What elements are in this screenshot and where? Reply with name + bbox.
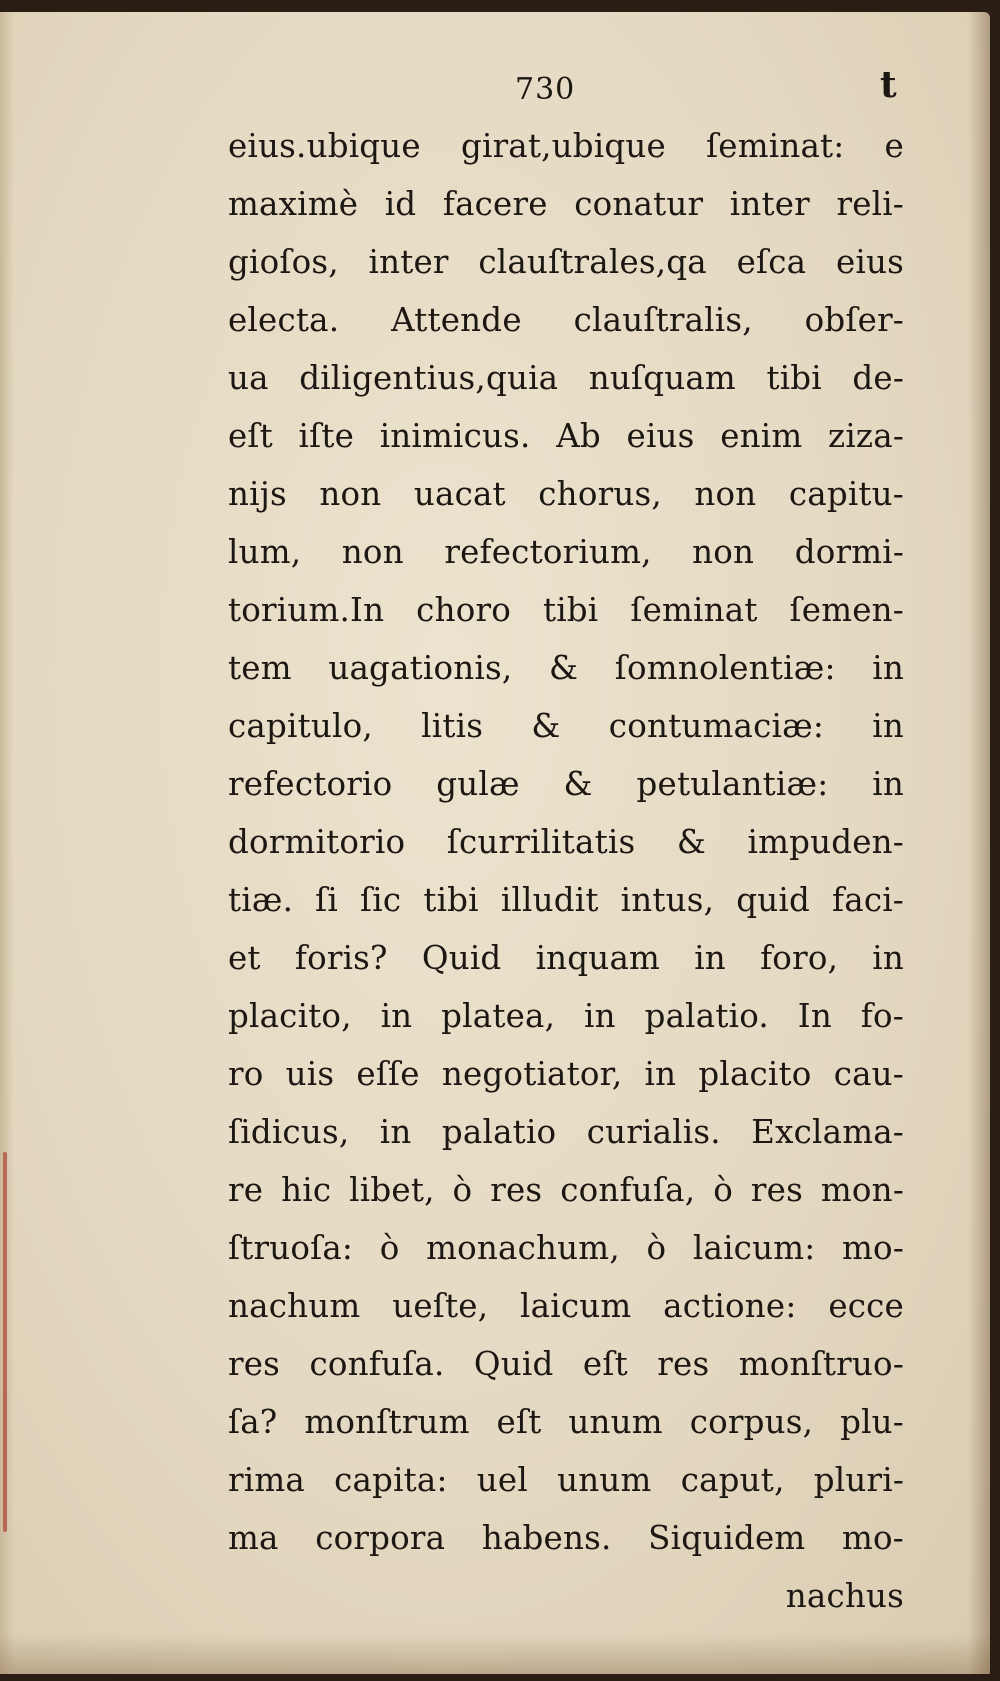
text-line: ſa? monſtrum eſt unum corpus, plu- <box>228 1403 904 1441</box>
text-line: gioſos, inter clauſtrales,qa eſca eius <box>228 243 904 281</box>
text-line: nachum ueſte, laicum actione: ecce <box>228 1287 904 1325</box>
text-line: re hic libet, ò res confuſa, ò res mon- <box>228 1171 904 1209</box>
text-line: ſidicus, in palatio curialis. Exclama- <box>228 1113 904 1151</box>
text-line: electa. Attende clauſtralis, obſer- <box>228 301 904 339</box>
book-page <box>0 12 990 1674</box>
signature-mark: t <box>880 64 897 106</box>
text-line: dormitorio ſcurrilitatis & impuden- <box>228 823 904 861</box>
text-line: eius.ubique girat,ubique ſeminat: e <box>228 127 904 165</box>
page-bottom-shadow <box>0 1634 990 1674</box>
text-line: lum, non refectorium, non dormi- <box>228 533 904 571</box>
text-line: maximè id facere conatur inter reli- <box>228 185 904 223</box>
text-line: ua diligentius,quia nuſquam tibi de- <box>228 359 904 397</box>
text-line: ſtruoſa: ò monachum, ò laicum: mo- <box>228 1229 904 1267</box>
text-line: tem uagationis, & ſomnolentiæ: in <box>228 649 904 687</box>
text-line: tiæ. ſi ſic tibi illudit intus, quid faci- <box>228 881 904 919</box>
text-line: et foris? Quid inquam in foro, in <box>228 939 904 977</box>
text-line: torium.In choro tibi ſeminat ſemen- <box>228 591 904 629</box>
text-line: ro uis eſſe negotiator, in placito cau- <box>228 1055 904 1093</box>
page-number: 730 <box>515 72 576 107</box>
red-edge-mark <box>3 1152 7 1532</box>
text-line: capitulo, litis & contumaciæ: in <box>228 707 904 745</box>
text-line: rima capita: uel unum caput, pluri- <box>228 1461 904 1499</box>
text-line: nijs non uacat chorus, non capitu- <box>228 475 904 513</box>
text-line: eſt iſte inimicus. Ab eius enim ziza- <box>228 417 904 455</box>
page-edge-shadow <box>968 12 990 1674</box>
catchword: nachus <box>785 1577 904 1615</box>
body-text <box>228 117 904 1625</box>
text-line: res confuſa. Quid eſt res monſtruo- <box>228 1345 904 1383</box>
text-line: refectorio gulæ & petulantiæ: in <box>228 765 904 803</box>
text-line: ma corpora habens. Siquidem mo- <box>228 1519 904 1557</box>
text-line: placito, in platea, in palatio. In fo- <box>228 997 904 1035</box>
